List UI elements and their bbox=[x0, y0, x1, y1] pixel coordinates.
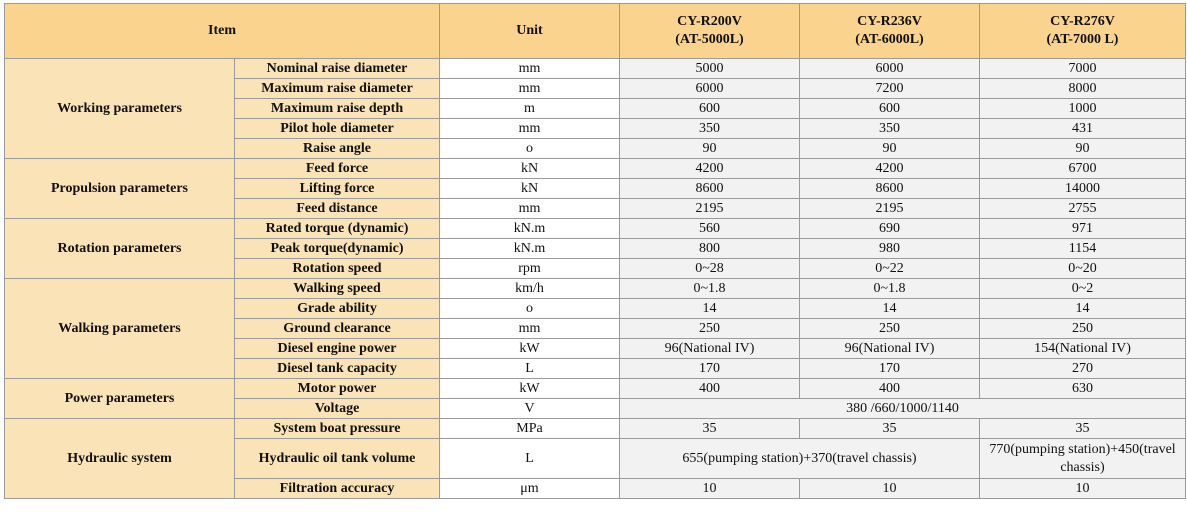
unit-cell: kW bbox=[440, 339, 620, 359]
group-power: Power parameters bbox=[5, 379, 235, 419]
model-name: CY-R236V bbox=[857, 14, 922, 29]
header-item: Item bbox=[5, 4, 440, 59]
table-row bbox=[5, 59, 1186, 79]
spec-table bbox=[4, 3, 1186, 499]
value-cell: 14 bbox=[620, 299, 800, 319]
value-cell: 250 bbox=[620, 319, 800, 339]
value-cell: 6000 bbox=[800, 59, 980, 79]
unit-cell: mm bbox=[440, 199, 620, 219]
param-label: Filtration accuracy bbox=[235, 479, 440, 499]
unit-cell: kW bbox=[440, 379, 620, 399]
unit-cell: V bbox=[440, 399, 620, 419]
unit-cell: mm bbox=[440, 79, 620, 99]
param-label: Diesel tank capacity bbox=[235, 359, 440, 379]
param-label: Ground clearance bbox=[235, 319, 440, 339]
value-cell: 35 bbox=[620, 419, 800, 439]
value-cell: 96(National IV) bbox=[620, 339, 800, 359]
value-cell: 690 bbox=[800, 219, 980, 239]
param-label: Rated torque (dynamic) bbox=[235, 219, 440, 239]
value-cell-merged: 655(pumping station)+370(travel chassis) bbox=[620, 439, 980, 479]
unit-cell: mm bbox=[440, 319, 620, 339]
value-cell: 250 bbox=[800, 319, 980, 339]
model-name: CY-R200V bbox=[677, 14, 742, 29]
value-cell: 10 bbox=[980, 479, 1186, 499]
param-label: Walking speed bbox=[235, 279, 440, 299]
param-label: System boat pressure bbox=[235, 419, 440, 439]
unit-cell: m bbox=[440, 99, 620, 119]
unit-cell: kN bbox=[440, 179, 620, 199]
value-cell: 14 bbox=[980, 299, 1186, 319]
value-cell: 0~1.8 bbox=[620, 279, 800, 299]
value-cell: 800 bbox=[620, 239, 800, 259]
value-cell: 90 bbox=[980, 139, 1186, 159]
param-label: Voltage bbox=[235, 399, 440, 419]
value-cell: 5000 bbox=[620, 59, 800, 79]
unit-cell: rpm bbox=[440, 259, 620, 279]
value-cell: 2195 bbox=[800, 199, 980, 219]
value-cell: 90 bbox=[800, 139, 980, 159]
model-sub: (AT-5000L) bbox=[675, 32, 744, 47]
value-cell: 6700 bbox=[980, 159, 1186, 179]
value-cell: 8600 bbox=[800, 179, 980, 199]
value-cell: 96(National IV) bbox=[800, 339, 980, 359]
value-cell: 400 bbox=[800, 379, 980, 399]
model-name: CY-R276V bbox=[1050, 14, 1115, 29]
unit-cell: MPa bbox=[440, 419, 620, 439]
value-cell: 971 bbox=[980, 219, 1186, 239]
value-cell: 7200 bbox=[800, 79, 980, 99]
param-label: Lifting force bbox=[235, 179, 440, 199]
group-hydraulic: Hydraulic system bbox=[5, 419, 235, 499]
value-cell: 4200 bbox=[620, 159, 800, 179]
value-cell: 8600 bbox=[620, 179, 800, 199]
unit-cell: L bbox=[440, 439, 620, 479]
header-model-3 bbox=[980, 4, 1186, 59]
table-row bbox=[5, 419, 1186, 439]
value-cell: 170 bbox=[620, 359, 800, 379]
unit-cell: μm bbox=[440, 479, 620, 499]
value-cell: 1154 bbox=[980, 239, 1186, 259]
value-cell: 6000 bbox=[620, 79, 800, 99]
unit-cell: mm bbox=[440, 59, 620, 79]
param-label: Nominal raise diameter bbox=[235, 59, 440, 79]
group-walking: Walking parameters bbox=[5, 279, 235, 379]
value-cell: 35 bbox=[800, 419, 980, 439]
param-label: Feed distance bbox=[235, 199, 440, 219]
value-cell: 270 bbox=[980, 359, 1186, 379]
value-cell: 2755 bbox=[980, 199, 1186, 219]
value-cell: 154(National IV) bbox=[980, 339, 1186, 359]
header-model-1 bbox=[620, 4, 800, 59]
param-label: Raise angle bbox=[235, 139, 440, 159]
value-cell: 350 bbox=[800, 119, 980, 139]
header-model-2 bbox=[800, 4, 980, 59]
value-cell: 90 bbox=[620, 139, 800, 159]
value-cell: 250 bbox=[980, 319, 1186, 339]
value-cell: 4200 bbox=[800, 159, 980, 179]
header-unit: Unit bbox=[440, 4, 620, 59]
value-cell: 600 bbox=[800, 99, 980, 119]
value-cell: 630 bbox=[980, 379, 1186, 399]
value-cell: 350 bbox=[620, 119, 800, 139]
value-cell: 35 bbox=[980, 419, 1186, 439]
value-cell-merged: 380 /660/1000/1140 bbox=[620, 399, 1186, 419]
value-cell: 770(pumping station)+450(travel chassis) bbox=[980, 439, 1186, 479]
value-cell: 1000 bbox=[980, 99, 1186, 119]
value-cell: 400 bbox=[620, 379, 800, 399]
param-label: Maximum raise depth bbox=[235, 99, 440, 119]
param-label: Rotation speed bbox=[235, 259, 440, 279]
value-cell: 431 bbox=[980, 119, 1186, 139]
param-label: Diesel engine power bbox=[235, 339, 440, 359]
table-row bbox=[5, 219, 1186, 239]
unit-cell: kN.m bbox=[440, 219, 620, 239]
value-cell: 0~22 bbox=[800, 259, 980, 279]
value-cell: 14000 bbox=[980, 179, 1186, 199]
value-cell: 10 bbox=[620, 479, 800, 499]
value-cell: 2195 bbox=[620, 199, 800, 219]
unit-cell: o bbox=[440, 299, 620, 319]
unit-cell: kN.m bbox=[440, 239, 620, 259]
param-label: Pilot hole diameter bbox=[235, 119, 440, 139]
value-cell: 560 bbox=[620, 219, 800, 239]
value-cell: 10 bbox=[800, 479, 980, 499]
model-sub: (AT-7000 L) bbox=[1046, 32, 1119, 47]
table-row bbox=[5, 279, 1186, 299]
value-cell: 0~2 bbox=[980, 279, 1186, 299]
unit-cell: mm bbox=[440, 119, 620, 139]
value-cell: 0~1.8 bbox=[800, 279, 980, 299]
table-row bbox=[5, 159, 1186, 179]
param-label: Feed force bbox=[235, 159, 440, 179]
unit-cell: kN bbox=[440, 159, 620, 179]
param-label: Grade ability bbox=[235, 299, 440, 319]
value-cell: 8000 bbox=[980, 79, 1186, 99]
unit-cell: km/h bbox=[440, 279, 620, 299]
group-rotation: Rotation parameters bbox=[5, 219, 235, 279]
param-label: Peak torque(dynamic) bbox=[235, 239, 440, 259]
value-cell: 170 bbox=[800, 359, 980, 379]
unit-cell: L bbox=[440, 359, 620, 379]
model-sub: (AT-6000L) bbox=[855, 32, 924, 47]
param-label: Hydraulic oil tank volume bbox=[235, 439, 440, 479]
table-row bbox=[5, 379, 1186, 399]
value-cell: 0~20 bbox=[980, 259, 1186, 279]
value-cell: 980 bbox=[800, 239, 980, 259]
group-propulsion: Propulsion parameters bbox=[5, 159, 235, 219]
param-label: Motor power bbox=[235, 379, 440, 399]
value-cell: 600 bbox=[620, 99, 800, 119]
param-label: Maximum raise diameter bbox=[235, 79, 440, 99]
unit-cell: o bbox=[440, 139, 620, 159]
value-cell: 7000 bbox=[980, 59, 1186, 79]
value-cell: 0~28 bbox=[620, 259, 800, 279]
value-cell: 14 bbox=[800, 299, 980, 319]
group-working: Working parameters bbox=[5, 59, 235, 159]
